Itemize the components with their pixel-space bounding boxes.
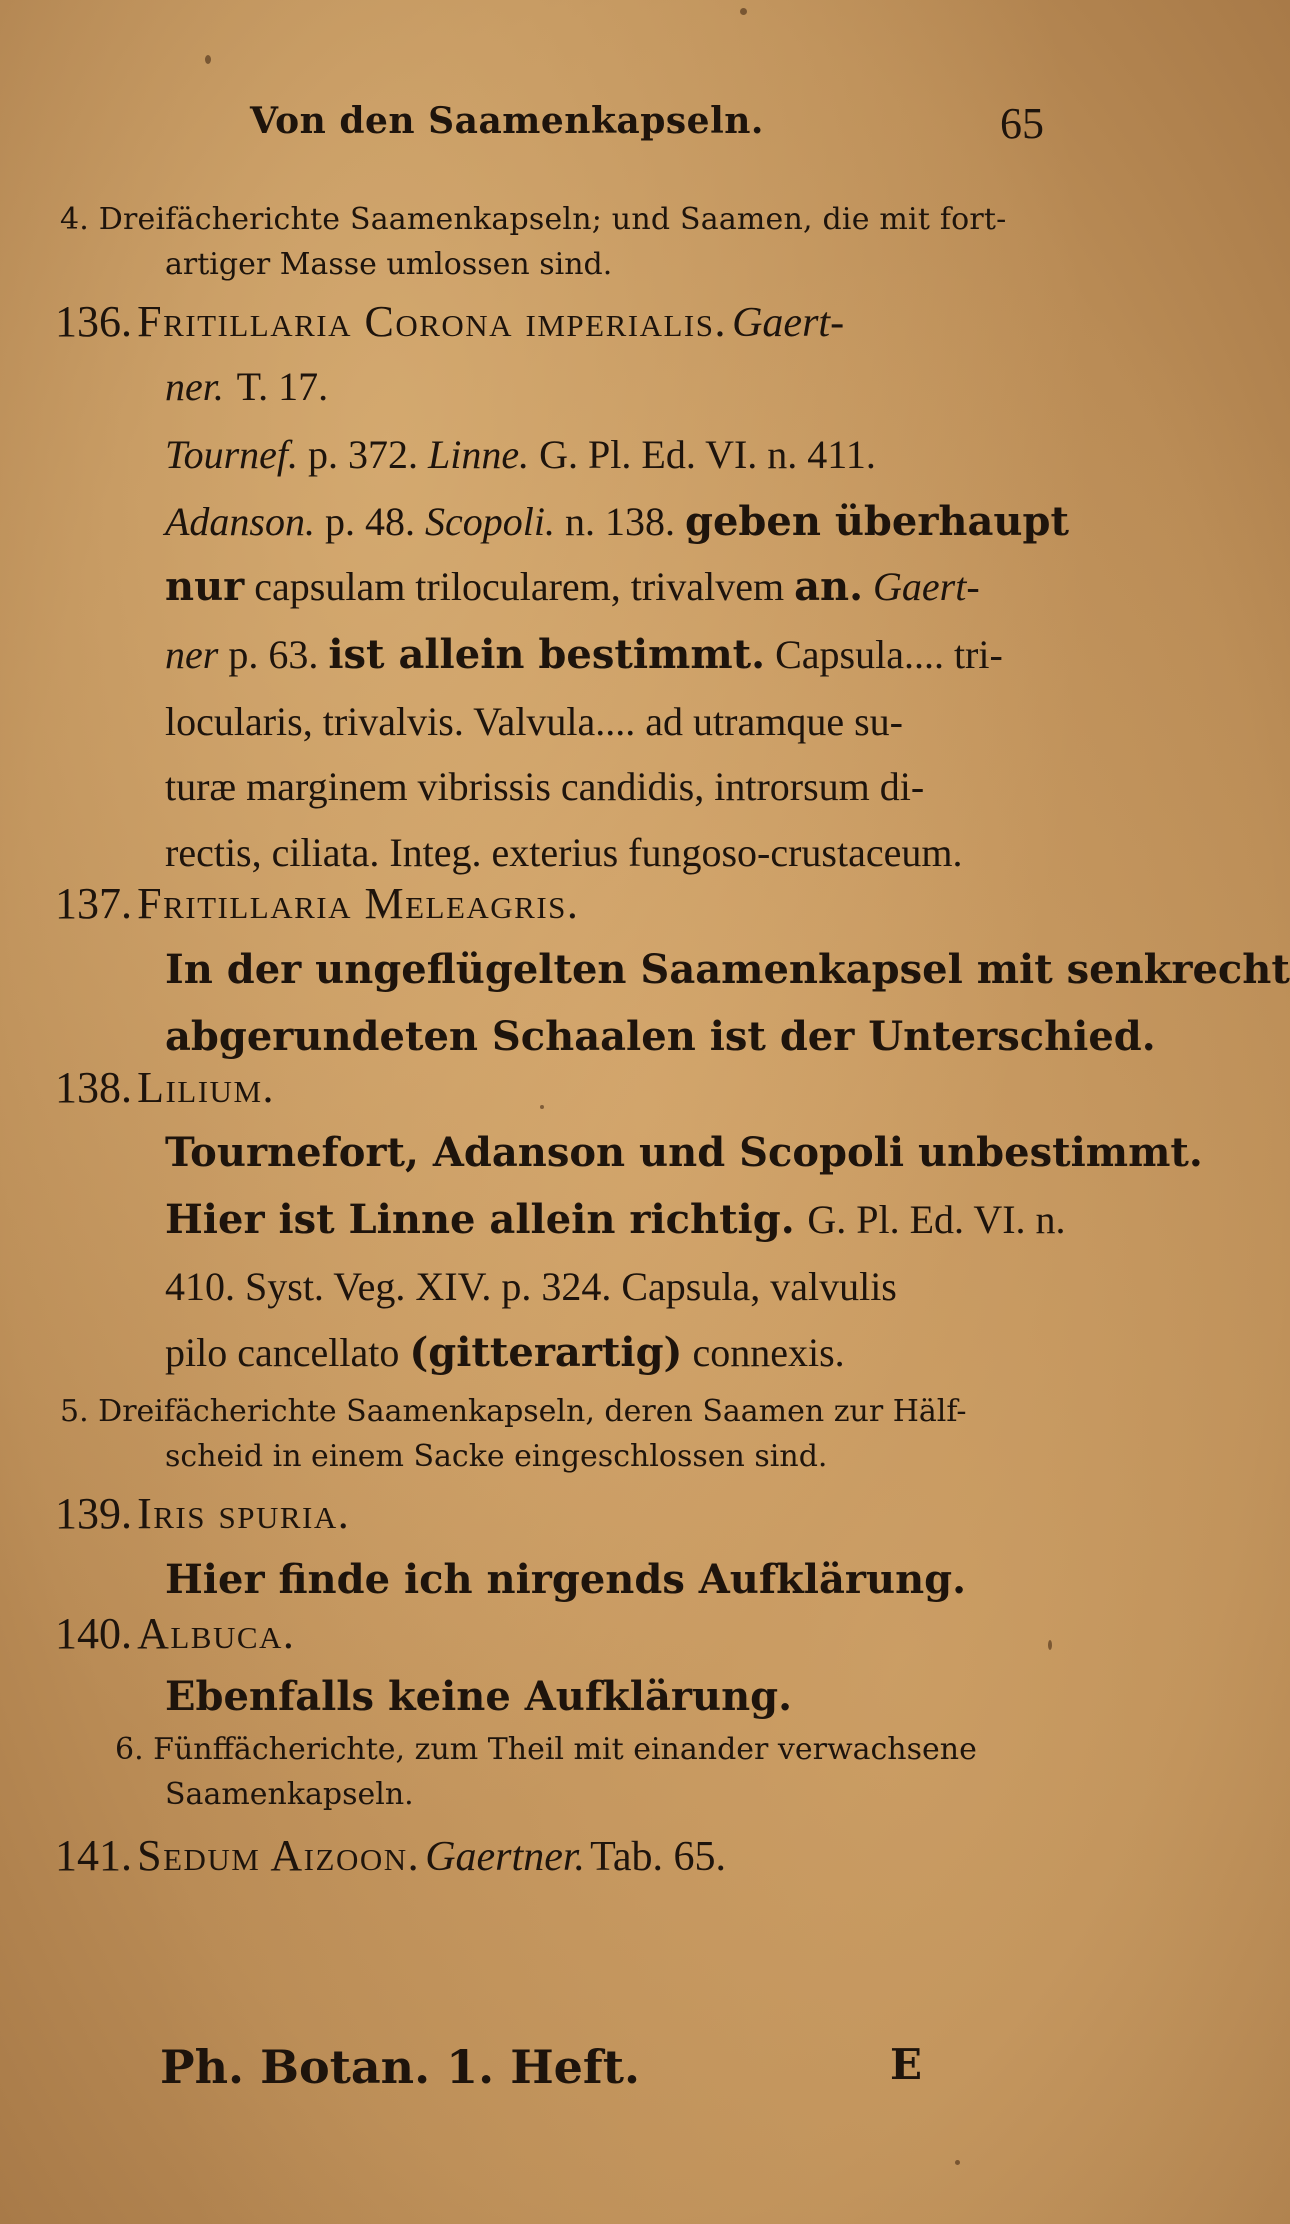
author-name: ner. bbox=[165, 364, 224, 409]
species-name: Albuca. bbox=[137, 1609, 296, 1658]
entry-number: 136. bbox=[55, 297, 132, 346]
entry-136-line6: ner p. 63. ist allein bestimmt. Capsula.... tri- bbox=[165, 631, 1003, 678]
entry-number: 139. bbox=[55, 1489, 132, 1538]
signature-text: Ph. Botan. 1. Heft. bbox=[160, 2040, 640, 2094]
author-name: Gaertner. bbox=[425, 1834, 586, 1880]
section-heading-5-line1: 5. Dreifächerichte Saamenkapseln, deren Saamen zur Hälf- bbox=[60, 1394, 967, 1429]
paper-speck bbox=[1048, 1640, 1052, 1650]
entry-136-line9: rectis, ciliata. Integ. exterius fungoso-crustaceum. bbox=[165, 830, 963, 875]
author-name: Gaert- bbox=[732, 300, 845, 346]
entry-136-line8: turæ marginem vibrissis candidis, introrsum di- bbox=[165, 764, 925, 809]
species-name: Iris spuria. bbox=[137, 1489, 351, 1538]
species-name: Sedum Aizoon. bbox=[137, 1831, 421, 1880]
species-name: Fritillaria Meleagris. bbox=[137, 879, 580, 928]
paper-speck bbox=[540, 1105, 544, 1109]
entry-number: 137. bbox=[55, 879, 132, 928]
entry-number: 138. bbox=[55, 1063, 132, 1112]
running-title: Von den Saamenkapseln. bbox=[250, 100, 764, 142]
entry-number: 141. bbox=[55, 1831, 132, 1880]
entry-138-line5: pilo cancellato (gitterartig) connexis. bbox=[165, 1329, 845, 1376]
entry-136-line2: ner. T. 17. bbox=[165, 364, 329, 409]
species-name: Lilium. bbox=[137, 1063, 276, 1112]
section-heading-6-line1: 6. Fünffächerichte, zum Theil mit einander verwachsene bbox=[115, 1732, 977, 1767]
entry-138-heading bbox=[55, 1062, 275, 1113]
entry-137-heading bbox=[55, 878, 579, 929]
entry-137-line2: In der ungeflügelten Saamenkapsel mit senkrecht bbox=[165, 946, 1290, 993]
entry-140-line2: Ebenfalls keine Aufklärung. bbox=[165, 1673, 793, 1720]
entry-138-line4: 410. Syst. Veg. XIV. p. 324. Capsula, valvulis bbox=[165, 1264, 897, 1309]
signature-line bbox=[0, 2040, 1133, 2110]
entry-136-line7: locularis, trivalvis. Valvula.... ad utramque su- bbox=[165, 699, 903, 744]
entry-137-line3: abgerundeten Schaalen ist der Unterschied. bbox=[165, 1013, 1156, 1060]
paper-speck bbox=[955, 2160, 960, 2165]
entry-138-line3: Hier ist Linne allein richtig. G. Pl. Ed. VI. n. bbox=[165, 1196, 1066, 1243]
entry-136-line5: nur capsulam trilocularem, trivalvem an. Gaert- bbox=[165, 563, 980, 610]
entry-140-heading bbox=[55, 1608, 295, 1659]
entry-136-heading bbox=[55, 296, 844, 347]
page-number: 65 bbox=[1000, 99, 1044, 148]
section-heading-5-line2: scheid in einem Sacke eingeschlossen sind. bbox=[165, 1439, 828, 1474]
entry-139-line2: Hier finde ich nirgends Aufklärung. bbox=[165, 1556, 967, 1603]
running-head bbox=[0, 92, 1133, 152]
entry-141-heading: 141. Sedum Aizoon. Gaertner. Tab. 65. bbox=[55, 1831, 726, 1880]
signature-mark: E bbox=[890, 2040, 923, 2089]
section-heading-6-line2: Saamenkapseln. bbox=[165, 1777, 414, 1812]
entry-136-line3: Tournef. p. 372. Linne. G. Pl. Ed. VI. n. 411. bbox=[165, 432, 876, 477]
entry-138-line2: Tournefort, Adanson und Scopoli unbestimmt. bbox=[165, 1129, 1203, 1176]
species-name: Fritillaria Corona imperialis. bbox=[137, 297, 727, 346]
entry-139-heading bbox=[55, 1488, 350, 1539]
entry-number: 140. bbox=[55, 1609, 132, 1658]
paper-speck bbox=[205, 55, 211, 64]
section-heading-4 bbox=[60, 200, 1007, 240]
paper-speck bbox=[740, 8, 747, 15]
entry-136-line4: Adanson. p. 48. Scopoli. n. 138. geben überhaupt bbox=[165, 498, 1069, 545]
section-heading-4-line2: artiger Masse umlossen sind. bbox=[165, 247, 613, 282]
section-heading-4-line1: 4. Dreifächerichte Saamenkapseln; und Saamen, die mit fort- bbox=[60, 202, 1007, 237]
